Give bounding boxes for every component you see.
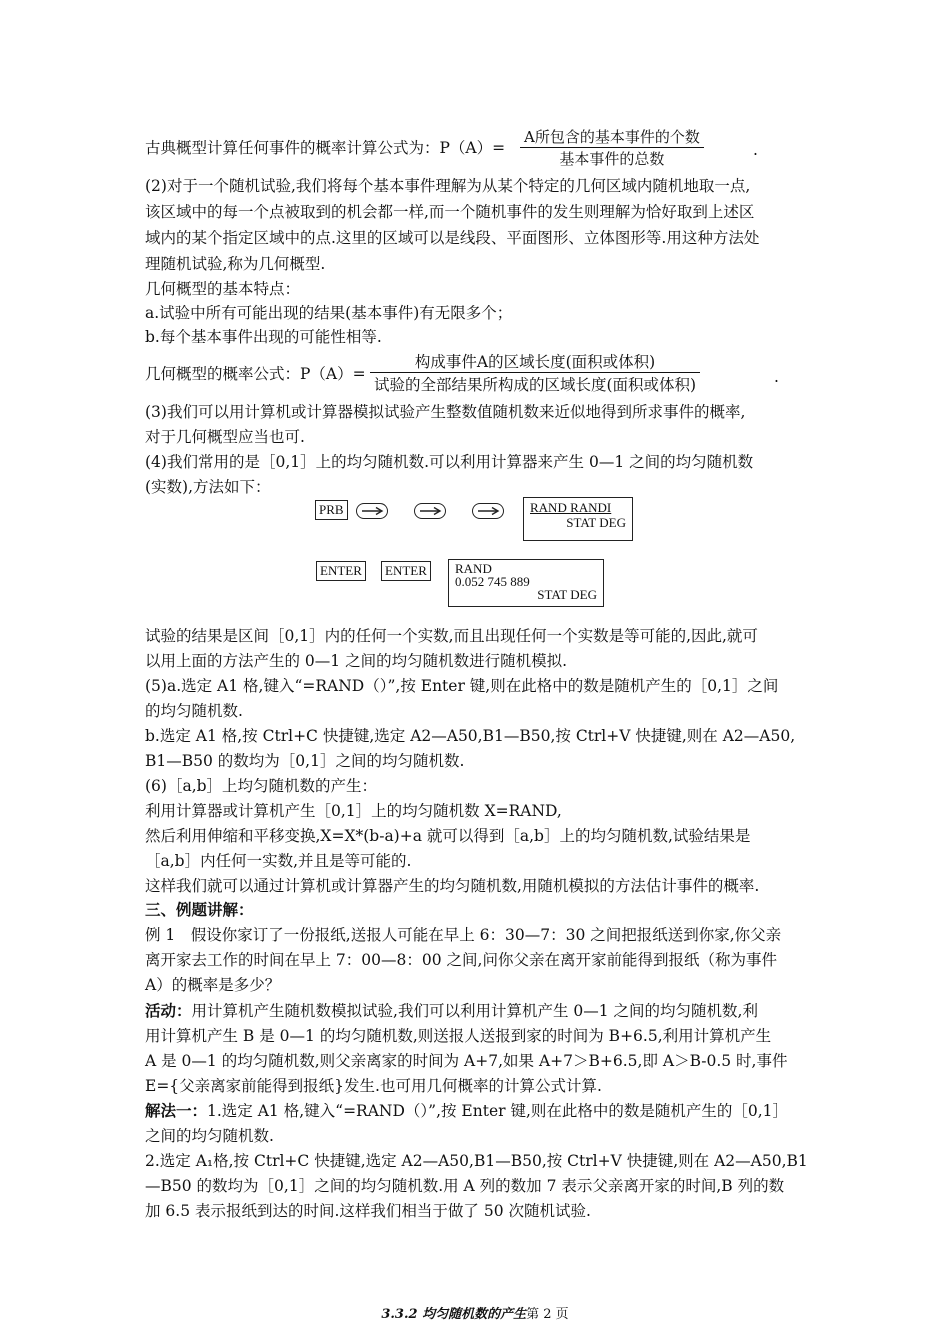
right-arrow-key-icon (356, 503, 388, 519)
paragraph-2-line: 理随机试验,称为几何概型. (145, 255, 326, 273)
classical-formula-period: . (753, 141, 758, 159)
solution-line: 之间的均匀随机数. (145, 1127, 274, 1145)
display-2-value: 0.052 745 889 (455, 574, 530, 589)
solution-text: 1.选定 A1 格,键入“=RAND（）”,按 Enter 键,则在此格中的数是随机产生的［0,1］ (207, 1102, 789, 1120)
paragraph-line: 试验的结果是区间［0,1］内的任何一个实数,而且出现任何一个实数是等可能的,因此,就可 (145, 627, 758, 645)
example-1-line: 离开家去工作的时间在早上 7：00—8：00 之间,问你父亲在离开家前能得到报纸（称为事件 (145, 951, 777, 969)
display-2-function: RAND (455, 561, 492, 576)
paragraph-6-line: ［a,b］内任何一实数,并且是等可能的. (145, 852, 412, 870)
paragraph-2-line: (2)对于一个随机试验,我们将每个基本事件理解为从某个特定的几何区域内随机地取一点, (145, 177, 751, 195)
paragraph-2-line: 几何概型的基本特点： (145, 280, 301, 298)
calculator-display-1 (523, 497, 633, 541)
paragraph-line: 以用上面的方法产生的 0—1 之间的均匀随机数进行随机模拟. (145, 652, 568, 670)
classical-formula-prefix: 古典概型计算任何事件的概率计算公式为：P（A）= (145, 139, 506, 157)
paragraph-5-line: b.选定 A1 格,按 Ctrl+C 快捷键,选定 A2—A50,B1—B50,按 Ctrl+V 快捷键,则在 A2—A50, (145, 727, 796, 745)
paragraph-6-line: 然后利用伸缩和平移变换,X=X*(b-a)+a 就可以得到［a,b］上的均匀随机数,试验结果是 (145, 827, 751, 845)
solution-line: 加 6.5 表示报纸到达的时间.这样我们相当于做了 50 次随机试验. (145, 1202, 591, 1220)
geometric-formula-period: . (774, 368, 779, 386)
activity-line: 用计算机产生 B 是 0—1 的均匀随机数,则送报人送报到家的时间为 B+6.5,利用计算机产生 (145, 1027, 772, 1045)
classical-formula-numerator: A所包含的基本事件的个数 (520, 126, 704, 148)
display-2-status: STAT DEG (537, 587, 597, 602)
right-arrow-key-icon (414, 503, 446, 519)
paragraph-2-line: b.每个基本事件出现的可能性相等. (145, 328, 382, 346)
paragraph-6-line: (6)［a,b］上均匀随机数的产生： (145, 777, 378, 795)
display-1-menu: RAND RANDI (530, 500, 612, 515)
paragraph-2-line: 域内的某个指定区域中的点.这里的区域可以是线段、平面图形、立体图形等.用这种方法处 (145, 229, 760, 247)
geometric-formula-fraction (370, 350, 700, 395)
example-1-line: 例 1 假设你家订了一份报纸,送报人可能在早上 6：30—7：30 之间把报纸送到你家,你父亲 (145, 926, 782, 944)
geometric-formula-line (145, 364, 366, 384)
display-1-status: STAT DEG (566, 515, 626, 530)
paragraph-6-line: 利用计算器或计算机产生［0,1］上的均匀随机数 X=RAND, (145, 802, 562, 820)
calculator-display-2 (448, 559, 604, 607)
prb-key: PRB (315, 500, 348, 520)
classical-formula-line (145, 138, 505, 158)
right-arrow-key-icon (472, 503, 504, 519)
activity-label: 活动： (145, 1001, 192, 1020)
section-heading: 三、例题讲解： (145, 900, 254, 919)
geometric-formula-numerator: 构成事件A的区域长度(面积或体积) (370, 350, 700, 373)
enter-key: ENTER (381, 561, 431, 581)
paragraph-5-line: 的均匀随机数. (145, 702, 243, 720)
activity-line: A 是 0—1 的均匀随机数,则父亲离家的时间为 A+7,如果 A+7＞B+6.5,即 A＞B-0.5 时,事件 (145, 1052, 788, 1070)
paragraph-5-line: (5)a.选定 A1 格,键入“=RAND（）”,按 Enter 键,则在此格中的数是随机产生的［0,1］之间 (145, 677, 779, 695)
activity-line (145, 1001, 758, 1021)
solution-label: 解法一： (145, 1101, 208, 1120)
solution-line: —B50 的数均为［0,1］之间的均匀随机数.用 A 列的数加 7 表示父亲离开家的时间,B 列的数 (145, 1177, 785, 1195)
geometric-formula-denominator: 试验的全部结果所构成的区域长度(面积或体积) (374, 376, 697, 394)
paragraph-4-line: (4)我们常用的是［0,1］上的均匀随机数.可以利用计算器来产生 0—1 之间的均匀随机数 (145, 453, 754, 471)
paragraph-2-line: 该区域中的每一个点被取到的机会都一样,而一个随机事件的发生则理解为恰好取到上述区 (145, 203, 755, 221)
footer-title: 3.3.2 均匀随机数的产生 (381, 1307, 527, 1322)
solution-line: 2.选定 A₁格,按 Ctrl+C 快捷键,选定 A2—A50,B1—B50,按 Ctrl+V 快捷键,则在 A2—A50,B1 (145, 1152, 808, 1170)
enter-key: ENTER (316, 561, 366, 581)
page-footer (0, 1303, 950, 1322)
geometric-formula-prefix: 几何概型的概率公式：P（A）= (145, 365, 366, 383)
example-1-line: A）的概率是多少？ (145, 976, 281, 994)
classical-formula-fraction (520, 126, 704, 169)
solution-line (145, 1101, 788, 1121)
activity-line: E={父亲离家前能得到报纸}发生.也可用几何概率的计算公式计算. (145, 1077, 602, 1095)
paragraph-4-line: (实数),方法如下： (145, 478, 271, 496)
paragraph-5-line: B1—B50 的数均为［0,1］之间的均匀随机数. (145, 752, 465, 770)
classical-formula-denominator: 基本事件的总数 (559, 150, 665, 168)
paragraph-3-line: (3)我们可以用计算机或计算器模拟试验产生整数值随机数来近似地得到所求事件的概率, (145, 403, 746, 421)
paragraph-line: 这样我们就可以通过计算机或计算器产生的均匀随机数,用随机模拟的方法估计事件的概率. (145, 877, 760, 895)
paragraph-3-line: 对于几何概型应当也可. (145, 428, 305, 446)
activity-text: 用计算机产生随机数模拟试验,我们可以利用计算机产生 0—1 之间的均匀随机数,利 (191, 1002, 758, 1020)
paragraph-2-line: a.试验中所有可能出现的结果(基本事件)有无限多个； (145, 304, 513, 322)
footer-page-number: 第 2 页 (526, 1307, 569, 1322)
